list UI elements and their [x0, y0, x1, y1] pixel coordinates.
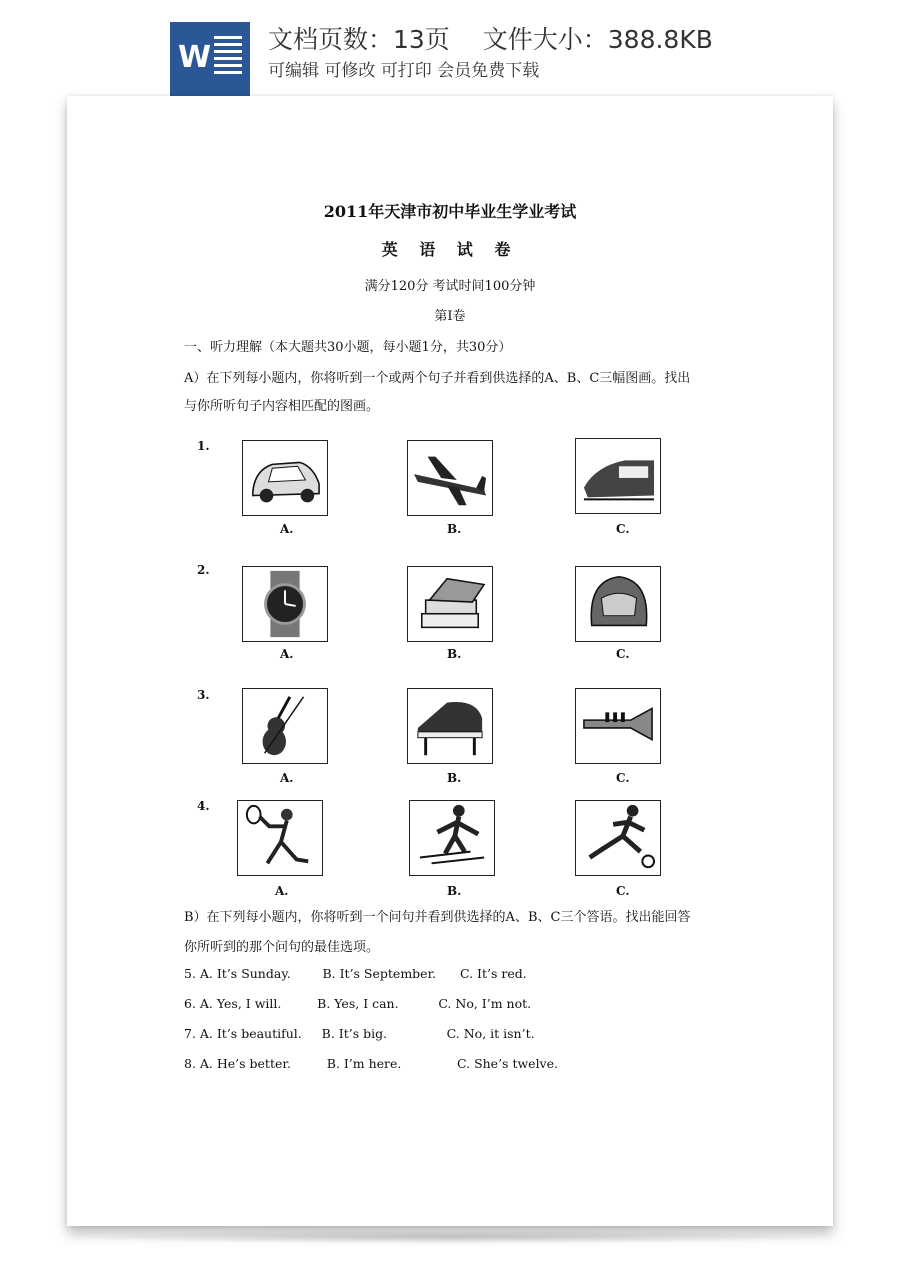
- exam-title: 2011年天津市初中毕业生学业考试: [323, 202, 577, 221]
- backpack-icon: [575, 566, 661, 642]
- question-options: 6. A. Yes, I will. B. Yes, I can. C. No, I’m not.: [184, 996, 532, 1011]
- watch-icon: [242, 566, 328, 642]
- violin-icon: [242, 688, 328, 764]
- airplane-icon: [407, 440, 493, 516]
- question-options: 7. A. It’s beautiful. B. It’s big. C. No, it isn’t.: [184, 1026, 535, 1041]
- question-number: 2.: [197, 563, 210, 577]
- document-page: 2011年天津市初中毕业生学业考试 英 语 试 卷 满分120分 考试时间100分钟 第I卷 一、听力理解（本大题共30小题，每小题1分，共30分） A）在下列每小题内，你将听到一个或两个句子并看到供选择的A、B、C三幅图画。找出 与你所听句子内容相匹配的图画。 1. A. B. C. 2. A. B. C. 3. A. B. C. 4. A. B. C. B）在下列每小题内，你将听到一个问句并看到供选择的A、B、C三个答语。找出能回答 你所听到的那个问句的最佳选项。 5. A. It’s Sunday. B. It’s September. C. It’s red. 6. A. Yes, I will. B. Yes, I can. C. No, I’m not. 7. A. It’s beautiful. B. It’s big. C. No, it isn’t. 8. A. He’s better. B. I’m here. C. She’s twelve.: [67, 96, 833, 1226]
- books-icon: [407, 566, 493, 642]
- exam-meta: 满分120分 考试时间100分钟: [364, 279, 536, 294]
- skier-icon: [409, 800, 495, 876]
- volume-label: 第I卷: [434, 309, 466, 324]
- tennis-player-icon: [237, 800, 323, 876]
- question-options: 8. A. He’s better. B. I’m here. C. She’s twelve.: [184, 1056, 558, 1071]
- exam-subtitle: 英 语 试 卷: [381, 240, 519, 259]
- download-banner: [0, 0, 900, 96]
- part-b-instruction-line1: B）在下列每小题内，你将听到一个问句并看到供选择的A、B、C三个答语。找出能回答: [184, 910, 691, 925]
- question-number: 4.: [197, 799, 210, 813]
- piano-icon: [407, 688, 493, 764]
- trumpet-icon: [575, 688, 661, 764]
- page-shadow: [80, 1230, 820, 1244]
- question-number: 3.: [197, 688, 210, 702]
- car-icon: [242, 440, 328, 516]
- part-a-instruction-line2: 与你所听句子内容相匹配的图画。: [184, 399, 380, 414]
- banner-title: 文档页数：13页 文件大小：388.8KB: [268, 25, 713, 54]
- part-a-instruction-line1: A）在下列每小题内，你将听到一个或两个句子并看到供选择的A、B、C三幅图画。找出: [184, 371, 691, 386]
- question-options: 5. A. It’s Sunday. B. It’s September. C. It’s red.: [184, 966, 527, 981]
- word-document-icon: W: [170, 22, 250, 96]
- question-number: 1.: [197, 439, 210, 453]
- train-icon: [575, 438, 661, 514]
- section-heading: 一、听力理解（本大题共30小题，每小题1分，共30分）: [184, 340, 512, 355]
- banner-subtitle: 可编辑 可修改 可打印 会员免费下载: [268, 61, 540, 81]
- part-b-instruction-line2: 你所听到的那个问句的最佳选项。: [184, 940, 380, 955]
- soccer-player-icon: [575, 800, 661, 876]
